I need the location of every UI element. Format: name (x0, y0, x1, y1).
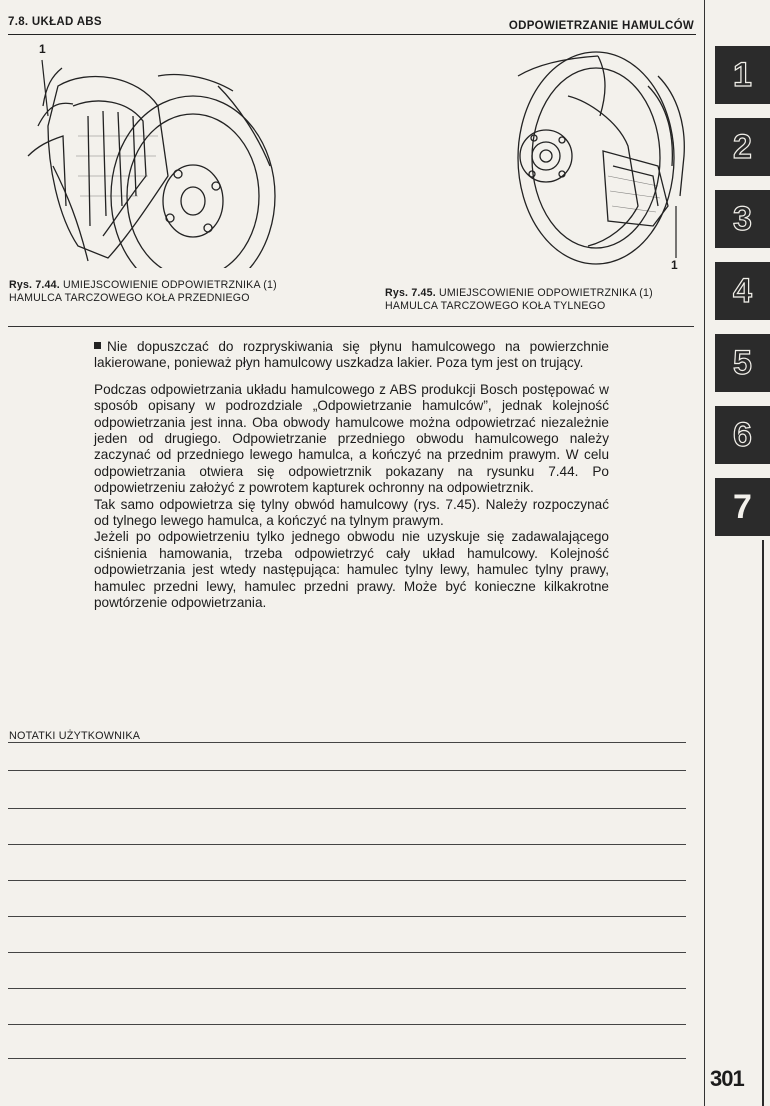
section-divider (8, 326, 694, 327)
notes-line (8, 844, 686, 845)
chapter-tab-5[interactable]: 5 (715, 334, 770, 392)
bullet-square-icon (94, 342, 101, 349)
notes-line (8, 880, 686, 881)
notes-line (8, 808, 686, 809)
chapter-tab-7[interactable]: 7 (715, 478, 770, 536)
chapter-tab-4[interactable]: 4 (715, 262, 770, 320)
rear-callout: 1 (671, 258, 678, 272)
caption-line-2: HAMULCA TARCZOWEGO KOŁA TYLNEGO (385, 300, 606, 312)
figure-caption-7-45 (385, 287, 705, 313)
figure-front-brake (18, 42, 280, 268)
caption-line-1: UMIEJSCOWIENIE ODPOWIETRZNIKA (1) (63, 279, 277, 291)
figure-rear-brake (508, 46, 696, 276)
section-title: 7.8. UKŁAD ABS (8, 16, 102, 28)
front-callout: 1 (39, 42, 46, 56)
chapter-tab-2[interactable]: 2 (715, 118, 770, 176)
page-header (8, 14, 696, 35)
rear-brake-illustration (508, 46, 696, 276)
notes-line (8, 742, 686, 743)
notes-line (8, 770, 686, 771)
notes-title: NOTATKI UŻYTKOWNIKA (9, 730, 141, 742)
paragraph-3: Jeżeli po odpowietrzeniu tylko jednego obwodu nie uzyskuje się zadawalającego ciśnienia hamowania, trzeba odpowietrzyć cały układ hamulcowy. Kolejność odpowietrzania jest wtedy następująca: hamulec tylny lewy, hamulec tylny prawy, hamulec przedni lewy, hamulec przedni prawy. Może być konieczne kilkakrotne powtórzenie odpowietrzania. (94, 529, 609, 611)
notes-line (8, 988, 686, 989)
chapter-tab-1[interactable]: 1 (715, 46, 770, 104)
notes-line (8, 916, 686, 917)
front-brake-illustration (18, 46, 280, 268)
warning-paragraph (94, 339, 609, 372)
paragraph-1: Podczas odpowietrzania układu hamulcowego z ABS produkcji Bosch postępować w sposób opisany w podrozdziale „Odpowietrzanie hamulców”, jednak kolejność odpowietrzania jest inna. Oba obwody hamulcowe można odpowietrzać niezależnie jeden od drugiego. Odpowietrzanie przedniego obwodu hamulcowego należy zaczynać od przedniego lewego hamulca, a kończyć na przednim prawym. W celu odpowietrzania otwiera się odpowietrznik pokazany na rysunku 7.44. Po odpowietrzeniu założyć z powrotem kapturek ochronny na odpowietrznik. (94, 381, 609, 496)
notes-line (8, 1024, 686, 1025)
chapter-tab-6[interactable]: 6 (715, 406, 770, 464)
notes-line (8, 952, 686, 953)
caption-label: Rys. 7.44. (9, 279, 60, 291)
chapter-title: ODPOWIETRZANIE HAMULCÓW (508, 20, 694, 32)
caption-label: Rys. 7.45. (385, 287, 436, 299)
notes-line (8, 1058, 686, 1059)
page-number: 301 (710, 1066, 744, 1091)
chapter-tab-3[interactable]: 3 (715, 190, 770, 248)
margin-rule-outer (762, 540, 764, 1106)
paragraph-2: Tak samo odpowietrza się tylny obwód hamulcowy (rys. 7.45). Należy rozpoczynać od tylnego lewego hamulca, a kończyć na tylnym prawym. (94, 496, 609, 529)
figure-caption-7-44 (9, 279, 349, 305)
body-text (94, 339, 609, 612)
caption-line-2: HAMULCA TARCZOWEGO KOŁA PRZEDNIEGO (9, 292, 250, 304)
warning-text: Nie dopuszczać do rozpryskiwania się płynu hamulcowego na powierzchnie lakierowane, ponieważ płyn hamulcowy uszkadza lakier. Poza tym jest on trujący. (94, 339, 609, 371)
caption-line-1: UMIEJSCOWIENIE ODPOWIETRZNIKA (1) (439, 287, 653, 299)
margin-rule (704, 0, 705, 1106)
